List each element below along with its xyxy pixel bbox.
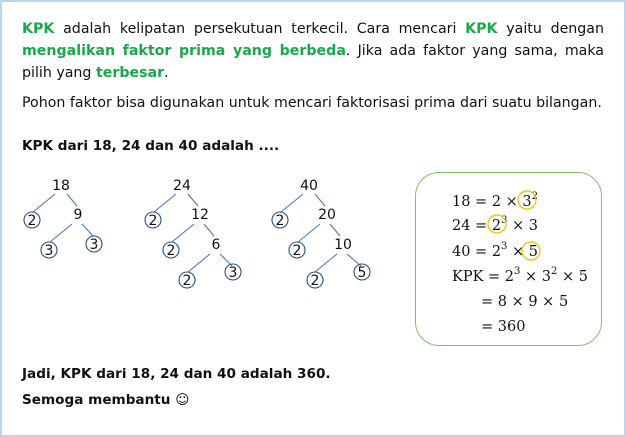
exponent: 3	[501, 215, 508, 226]
calc-line-24	[452, 215, 538, 234]
tree-node: 20	[318, 207, 336, 223]
intro-text: . Jika ada faktor yang sama, maka pilih yang	[22, 43, 604, 81]
key-rule: mengalikan faktor prima yang berbeda	[22, 43, 346, 59]
tree-node: 40	[300, 178, 318, 194]
key-word-largest: terbesar	[95, 65, 165, 81]
prime-factor: 2	[166, 243, 176, 259]
prime-factor: 2	[27, 213, 37, 229]
prime-factor: 3	[228, 265, 238, 281]
tree-node: 12	[191, 207, 209, 223]
exponent: 2	[531, 191, 539, 202]
exponent: 3	[501, 241, 508, 252]
intro-text: yaitu dengan	[497, 21, 604, 37]
tree-node: 18	[52, 178, 70, 194]
calc-text: 18 = 2 ×	[452, 194, 523, 210]
calc-text: 40 = 2	[452, 244, 502, 260]
calc-text: KPK = 2	[452, 269, 515, 285]
prime-factor: 3	[89, 237, 99, 253]
prime-factor: 3	[44, 243, 54, 259]
exponent: 3	[514, 266, 521, 277]
calc-text: 2	[491, 218, 502, 234]
intro-text: adalah kelipatan persekutuan terkecil. Cara mencari	[54, 21, 466, 37]
question: KPK dari 18, 24 dan 40 adalah ....	[22, 138, 280, 154]
note-paragraph: Pohon faktor bisa digunakan untuk mencari faktorisasi prima dari suatu bilangan.	[22, 95, 602, 111]
term-kpk: KPK	[465, 21, 498, 37]
calc-text: 3	[522, 194, 532, 210]
tree-node: 10	[334, 237, 352, 253]
prime-factor: 2	[182, 273, 192, 289]
tree-node: 9	[73, 207, 83, 223]
tree-node: 24	[173, 178, 191, 194]
calc-text: × 3	[507, 218, 539, 234]
calc-text: × 5	[557, 269, 588, 285]
calc-line-result: = 360	[481, 319, 526, 335]
calc-line-product: = 8 × 9 × 5	[481, 294, 569, 310]
exponent: 2	[550, 266, 558, 277]
calc-text: 5	[528, 244, 539, 260]
calc-text: ×	[507, 244, 529, 260]
tree-node: 6	[211, 237, 221, 253]
term-kpk: KPK	[22, 21, 55, 37]
prime-factor: 2	[275, 213, 285, 229]
conclusion: Jadi, KPK dari 18, 24 dan 40 adalah 360.	[22, 366, 331, 382]
prime-factor: 2	[148, 213, 158, 229]
calc-line-18	[452, 191, 538, 210]
calc-text: 24 =	[452, 218, 492, 234]
prime-factor: 5	[357, 265, 367, 281]
calc-text: × 3	[520, 269, 551, 285]
closing-note: Semoga membantu ☺	[22, 392, 190, 408]
prime-factor: 2	[292, 243, 302, 259]
intro-text: .	[164, 65, 169, 81]
calc-line-kpk	[452, 266, 588, 285]
prime-factor: 2	[310, 273, 320, 289]
